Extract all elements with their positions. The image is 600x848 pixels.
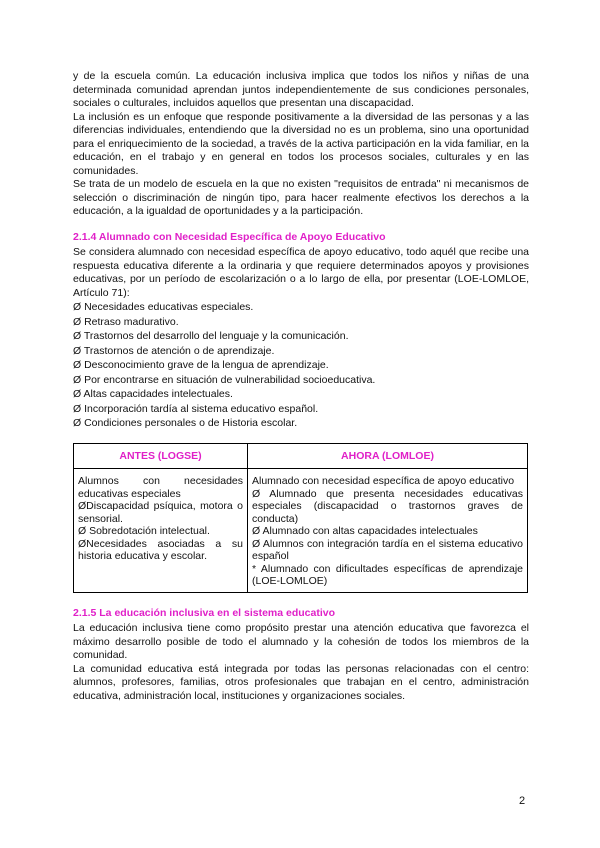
list-item: Ø Trastornos de atención o de aprendizaje.	[73, 344, 275, 357]
document-page	[73, 70, 529, 703]
section-2-1-5-paragraph-2: La comunidad educativa está integrada por todas las personas relacionadas con el centro: alumnos, profesores, familias, otros profesionales que trabajan en el centro, administración educativa, administración local, instituciones y organizaciones sociales.	[73, 662, 529, 702]
list-item: Ø Incorporación tardía al sistema educativo español.	[73, 402, 319, 415]
intro-paragraph-3: Se trata de un modelo de escuela en la que no existen "requisitos de entrada" ni mecanismos de selección o discriminación de ningún tipo, para hacer realmente efectivos los derechos a la educación, a la igualdad de oportunidades y a la participación.	[73, 178, 529, 217]
table-row	[74, 469, 528, 593]
table-header-row	[74, 443, 528, 469]
intro-paragraph-2: La inclusión es un enfoque que responde positivamente a la diversidad de las personas y a las diferencias individuales, entendiendo que la diversidad no es un problema, sino una oportunidad para el enriquecimiento de la sociedad, a través de la activa participación en la vida familiar, en la educación, en el trabajo y en general en todos los procesos sociales, culturales y en las comunidades.	[73, 110, 529, 177]
table-cell-antes	[74, 469, 248, 593]
table-cell-ahora	[248, 469, 528, 593]
list-item: Ø Altas capacidades intelectuales.	[73, 388, 233, 400]
comparison-table	[73, 443, 528, 593]
list-item: Ø Retraso madurativo.	[73, 315, 179, 328]
column-header-ahora: AHORA (LOMLOE)	[248, 443, 528, 469]
cell-line: Ø Alumnos con integración tardía en el sistema educativo español	[252, 537, 523, 562]
intro-paragraph-1: y de la escuela común. La educación inclusiva implica que todos los niños y niñas de una determinada comunidad aprendan juntos independientemente de sus condiciones personales, sociales o culturales, incluidos aquellos que presentan una discapacidad.	[73, 70, 529, 109]
page-number: 2	[519, 795, 526, 807]
list-item: Ø Desconocimiento grave de la lengua de aprendizaje.	[73, 359, 329, 371]
cell-line: ØNecesidades asociadas a su historia educativa y escolar.	[78, 537, 243, 562]
cell-line: * Alumnado con dificultades específicas de aprendizaje (LOE-LOMLOE)	[252, 562, 523, 587]
cell-line: Alumnos con necesidades educativas especiales	[78, 475, 243, 500]
section-2-1-4-paragraph: Se considera alumnado con necesidad específica de apoyo educativo, todo aquél que recibe una respuesta educativa diferente a la ordinaria y que requiere determinados apoyos y provisiones educativas, por un período de escolarización o a lo largo de ella, por presentar (LOE-LOMLOE, Artículo 71):	[73, 246, 529, 299]
section-heading-2-1-4: 2.1.4 Alumnado con Necesidad Específica de Apoyo Educativo	[73, 230, 386, 243]
cell-line: Alumnado con necesidad específica de apoyo educativo	[252, 475, 515, 487]
list-item: Ø Por encontrarse en situación de vulnerabilidad socioeducativa.	[73, 373, 376, 386]
list-item: Ø Necesidades educativas especiales.	[73, 301, 254, 313]
cell-line: Ø Sobredotación intelectual.	[78, 525, 210, 537]
list-item: Ø Condiciones personales o de Historia escolar.	[73, 417, 298, 429]
cell-line: Ø Alumnado con altas capacidades intelectuales	[252, 525, 478, 537]
needs-list	[73, 300, 529, 431]
section-heading-2-1-5: 2.1.5 La educación inclusiva en el sistema educativo	[73, 606, 336, 619]
list-item: Ø Trastornos del desarrollo del lenguaje y la comunicación.	[73, 330, 349, 342]
section-2-1-5-paragraph-1: La educación inclusiva tiene como propósito prestar una atención educativa que favorezca el máximo desarrollo posible de todo el alumnado y la cohesión de todos los miembros de la comunidad.	[73, 622, 529, 661]
cell-line: Ø Alumnado que presenta necesidades educativas especiales (discapacidad o trastornos graves de conducta)	[252, 487, 523, 525]
cell-line: ØDiscapacidad psíquica, motora o sensorial.	[78, 500, 243, 525]
column-header-antes: ANTES (LOGSE)	[74, 443, 248, 469]
